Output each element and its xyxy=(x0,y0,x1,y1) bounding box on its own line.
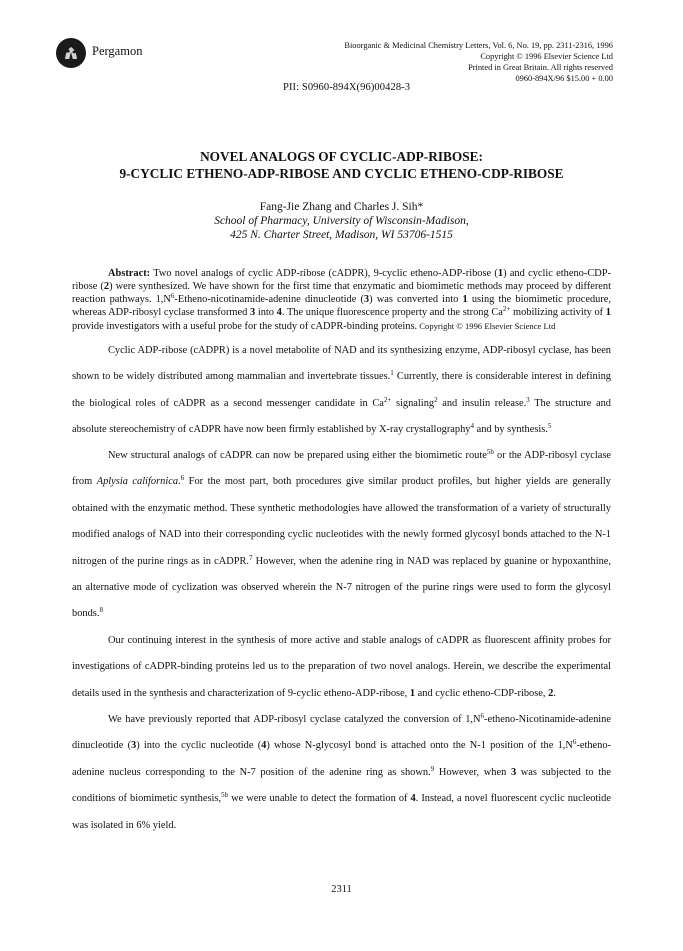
page-number: 2311 xyxy=(331,884,352,895)
publisher-logo xyxy=(56,38,86,68)
publisher-name: Pergamon xyxy=(92,44,143,58)
citation-ref: 3 xyxy=(526,395,530,404)
body-paragraph-2: New structural analogs of cADPR can now be prepared using either the biomimetic route$^{5b}$ or the ADP-ribosyl cyclase from Aplysia californica.$^6$ For the most part, both procedures give similar product profiles, but higher yields are generally obtained with the enzymatic method. These synthetic methodologies have allowed the transformation of a variety of structurally modified analogs of NAD into their corresponding cyclic nucleotides with the newly formed glycosyl bonds attached to the N-1 nitrogen of the purine rings as in cADPR.$^7$ However, when the adenine ring in NAD was replaced by guanine or hypoxanthine, an alternative mode of cyclization was observed wherein the N-7 nitrogen of the purine rings were used to form the glycosyl bonds.$^8$ xyxy=(72,448,611,620)
citation-ref: 7 xyxy=(249,553,253,562)
copyright-line: Copyright © 1996 Elsevier Science Ltd xyxy=(480,52,613,61)
tree-emblem-icon xyxy=(56,38,86,68)
affiliation-line-2: 425 N. Charter Street, Madison, WI 53706-1515 xyxy=(230,229,453,241)
citation-ref: 2 xyxy=(434,395,438,404)
citation-ref: 9 xyxy=(430,764,435,773)
citation-ref: 5b xyxy=(486,448,494,456)
citation-ref: 1 xyxy=(390,369,394,378)
body-paragraph-3: Our continuing interest in the synthesis of more active and stable analogs of cADPR as fluorescent affinity probes for investigations of cADPR-binding proteins led us to the preparation of two novel analogs. Herein, we describe the experimental details used in the synthesis and characterization of 9-cyclic etheno-ADP-ribose, 1 and cyclic etheno-CDP-ribose, 2. xyxy=(72,635,611,699)
citation-ref: 8 xyxy=(99,606,103,615)
journal-citation: Bioorganic & Medicinal Chemistry Letters, Vol. 6, No. 19, pp. 2311-2316, 1996 xyxy=(344,41,613,50)
abstract-copyright: Copyright © 1996 Elsevier Science Ltd xyxy=(417,320,556,331)
body-paragraph-4: We have previously reported that ADP-ribosyl cyclase catalyzed the conversion of $1,N^6-etheno-Nicotinamide$-adenine dinucleotide (3) into the cyclic nucleotide (4) whose N-glycosyl bond is attached onto the N-1 position of the $1,N^6-etheno$-adenine nucleus corresponding to the N-7 position of the adenine ring as shown.$^9$ However, when 3 was subjected to the conditions of biomimetic synthesis,$^{5b}$ we were unable to detect the formation of 4. Instead, a novel fluorescent cyclic nucleotide was isolated in 6% yield. xyxy=(72,712,611,831)
body-paragraph-1: Cyclic ADP-ribose (cADPR) is a novel metabolite of NAD and its synthesizing enzyme, ADP-ribosyl cyclase, has been shown to be widely distributed among mammalian and invertebrate tissues.$^1$ Currently, there is considerable interest in defining the biological roles of cADPR as a second messenger candidate in $Ca^{2+}$ signaling$^2$ and insulin release.$^3$ The structure and absolute stereochemistry of cADPR have now been firmly established by X-ray crystallography$^4$ and by synthesis.$^5$ xyxy=(72,345,611,436)
species-name: Aplysia californica xyxy=(96,476,179,488)
citation-ref: 5 xyxy=(547,422,552,431)
abstract: Abstract: Two novel analogs of cyclic ADP-ribose (cADPR), 9-cyclic etheno-ADP-ribose (1) and cyclic etheno-CDP-ribose (2) were synthesized. We have shown for the first time that enzymatic and biomimetic methods may proceed by different reaction pathways. $1,N^6-Etheno-nicotinamide$-adenine dinucleotide (3) was converted into 1 using the biomimetic procedure, whereas ADP-ribosyl cyclase transformed 3 into 4. The unique fluorescence property and the strong $Ca^{2+}$ mobilizing activity of 1 provide investigators with a useful probe for the study of cADPR-binding proteins. Copyright © 1996 Elsevier Science Ltd xyxy=(72,268,612,332)
article-title-line-2: 9-CYCLIC ETHENO-ADP-RIBOSE AND CYCLIC ETHENO-CDP-RIBOSE xyxy=(119,166,564,181)
pii-identifier: PII: S0960-894X(96)00428-3 xyxy=(283,82,411,93)
printed-line: Printed in Great Britain. All rights reserved xyxy=(468,63,613,72)
affiliation-line-1: School of Pharmacy, University of Wisconsin-Madison, xyxy=(214,215,469,227)
authors: Fang-Jie Zhang and Charles J. Sih* xyxy=(259,201,424,213)
price-line: 0960-894X/96 $15.00 + 0.00 xyxy=(515,74,613,83)
article-title-line-1: NOVEL ANALOGS OF CYCLIC-ADP-RIBOSE: xyxy=(200,149,483,164)
citation-ref: 6 xyxy=(180,474,185,483)
citation-ref: 4 xyxy=(470,422,474,431)
citation-ref: 5b xyxy=(221,791,229,800)
abstract-label: Abstract: xyxy=(108,268,151,279)
